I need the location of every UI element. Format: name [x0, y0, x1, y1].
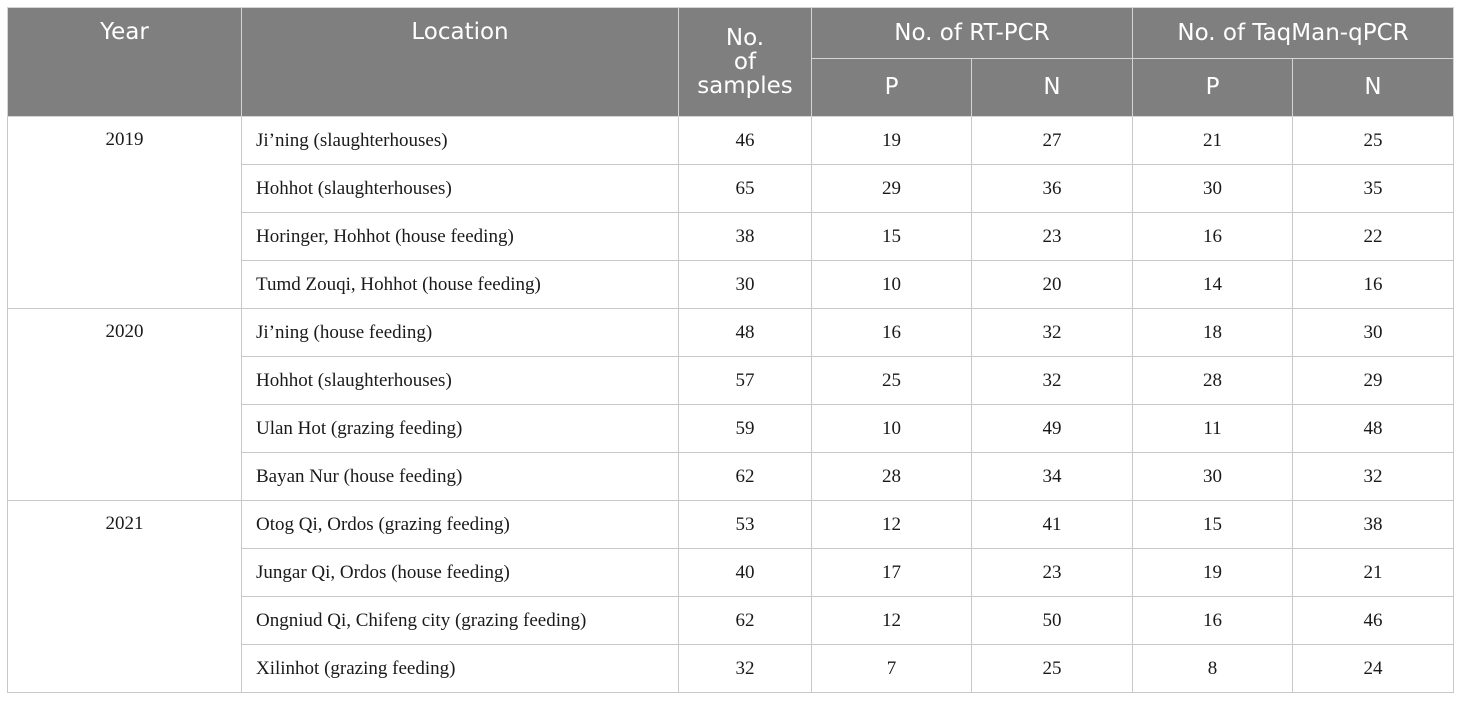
rtpcr-n-cell: 23 — [972, 549, 1133, 597]
header-samples-line1: No. — [725, 24, 765, 51]
samples-cell: 62 — [679, 453, 812, 501]
qpcr-p-cell: 28 — [1133, 357, 1293, 405]
year-cell: 2021 — [8, 501, 242, 693]
table-row — [8, 117, 1454, 165]
qpcr-p-cell: 19 — [1133, 549, 1293, 597]
qpcr-p-cell: 15 — [1133, 501, 1293, 549]
samples-cell: 38 — [679, 213, 812, 261]
qpcr-n-cell: 21 — [1293, 549, 1454, 597]
location-cell: Hohhot (slaughterhouses) — [242, 357, 679, 405]
samples-cell: 30 — [679, 261, 812, 309]
location-cell: Bayan Nur (house feeding) — [242, 453, 679, 501]
location-cell: Otog Qi, Ordos (grazing feeding) — [242, 501, 679, 549]
samples-cell: 65 — [679, 165, 812, 213]
rtpcr-p-cell: 16 — [812, 309, 972, 357]
table-body — [8, 117, 1454, 693]
samples-cell: 57 — [679, 357, 812, 405]
location-cell: Ji’ning (slaughterhouses) — [242, 117, 679, 165]
qpcr-n-cell: 38 — [1293, 501, 1454, 549]
header-qpcr-p: P — [1133, 59, 1293, 117]
qpcr-n-cell: 24 — [1293, 645, 1454, 693]
qpcr-n-cell: 35 — [1293, 165, 1454, 213]
header-location: Location — [242, 8, 679, 117]
header-rtpcr: No. of RT-PCR — [812, 8, 1133, 59]
rtpcr-p-cell: 12 — [812, 501, 972, 549]
header-qpcr: No. of TaqMan-qPCR — [1133, 8, 1454, 59]
rtpcr-p-cell: 10 — [812, 405, 972, 453]
samples-cell: 53 — [679, 501, 812, 549]
rtpcr-p-cell: 10 — [812, 261, 972, 309]
rtpcr-p-cell: 7 — [812, 645, 972, 693]
qpcr-p-cell: 18 — [1133, 309, 1293, 357]
rtpcr-n-cell: 36 — [972, 165, 1133, 213]
rtpcr-p-cell: 28 — [812, 453, 972, 501]
qpcr-n-cell: 32 — [1293, 453, 1454, 501]
rtpcr-n-cell: 23 — [972, 213, 1133, 261]
rtpcr-p-cell: 17 — [812, 549, 972, 597]
table-row — [8, 501, 1454, 549]
header-samples — [679, 8, 812, 117]
location-cell: Tumd Zouqi, Hohhot (house feeding) — [242, 261, 679, 309]
location-cell: Ulan Hot (grazing feeding) — [242, 405, 679, 453]
location-cell: Ji’ning (house feeding) — [242, 309, 679, 357]
rtpcr-n-cell: 50 — [972, 597, 1133, 645]
location-cell: Jungar Qi, Ordos (house feeding) — [242, 549, 679, 597]
qpcr-p-cell: 30 — [1133, 165, 1293, 213]
header-year: Year — [8, 8, 242, 117]
year-cell: 2019 — [8, 117, 242, 309]
rtpcr-n-cell: 41 — [972, 501, 1133, 549]
qpcr-p-cell: 21 — [1133, 117, 1293, 165]
rtpcr-n-cell: 20 — [972, 261, 1133, 309]
rtpcr-p-cell: 19 — [812, 117, 972, 165]
header-samples-line2: of — [733, 48, 757, 75]
rtpcr-p-cell: 25 — [812, 357, 972, 405]
qpcr-n-cell: 30 — [1293, 309, 1454, 357]
qpcr-n-cell: 46 — [1293, 597, 1454, 645]
samples-cell: 32 — [679, 645, 812, 693]
data-table-container — [7, 7, 1453, 693]
header-samples-line3: samples — [697, 73, 793, 100]
location-cell: Horinger, Hohhot (house feeding) — [242, 213, 679, 261]
samples-cell: 46 — [679, 117, 812, 165]
samples-cell: 62 — [679, 597, 812, 645]
header-rtpcr-p: P — [812, 59, 972, 117]
header-rtpcr-n: N — [972, 59, 1133, 117]
sample-results-table — [7, 7, 1454, 693]
rtpcr-p-cell: 12 — [812, 597, 972, 645]
qpcr-n-cell: 25 — [1293, 117, 1454, 165]
samples-cell: 59 — [679, 405, 812, 453]
location-cell: Xilinhot (grazing feeding) — [242, 645, 679, 693]
rtpcr-n-cell: 32 — [972, 357, 1133, 405]
year-cell: 2020 — [8, 309, 242, 501]
rtpcr-n-cell: 49 — [972, 405, 1133, 453]
qpcr-p-cell: 14 — [1133, 261, 1293, 309]
qpcr-n-cell: 22 — [1293, 213, 1454, 261]
rtpcr-n-cell: 34 — [972, 453, 1133, 501]
qpcr-p-cell: 16 — [1133, 597, 1293, 645]
rtpcr-n-cell: 32 — [972, 309, 1133, 357]
header-qpcr-n: N — [1293, 59, 1454, 117]
rtpcr-n-cell: 25 — [972, 645, 1133, 693]
qpcr-p-cell: 11 — [1133, 405, 1293, 453]
location-cell: Ongniud Qi, Chifeng city (grazing feeding) — [242, 597, 679, 645]
rtpcr-p-cell: 29 — [812, 165, 972, 213]
table-header — [8, 8, 1454, 117]
location-cell: Hohhot (slaughterhouses) — [242, 165, 679, 213]
qpcr-p-cell: 30 — [1133, 453, 1293, 501]
samples-cell: 48 — [679, 309, 812, 357]
rtpcr-n-cell: 27 — [972, 117, 1133, 165]
rtpcr-p-cell: 15 — [812, 213, 972, 261]
qpcr-p-cell: 16 — [1133, 213, 1293, 261]
qpcr-n-cell: 16 — [1293, 261, 1454, 309]
qpcr-n-cell: 48 — [1293, 405, 1454, 453]
samples-cell: 40 — [679, 549, 812, 597]
qpcr-p-cell: 8 — [1133, 645, 1293, 693]
qpcr-n-cell: 29 — [1293, 357, 1454, 405]
table-row — [8, 309, 1454, 357]
